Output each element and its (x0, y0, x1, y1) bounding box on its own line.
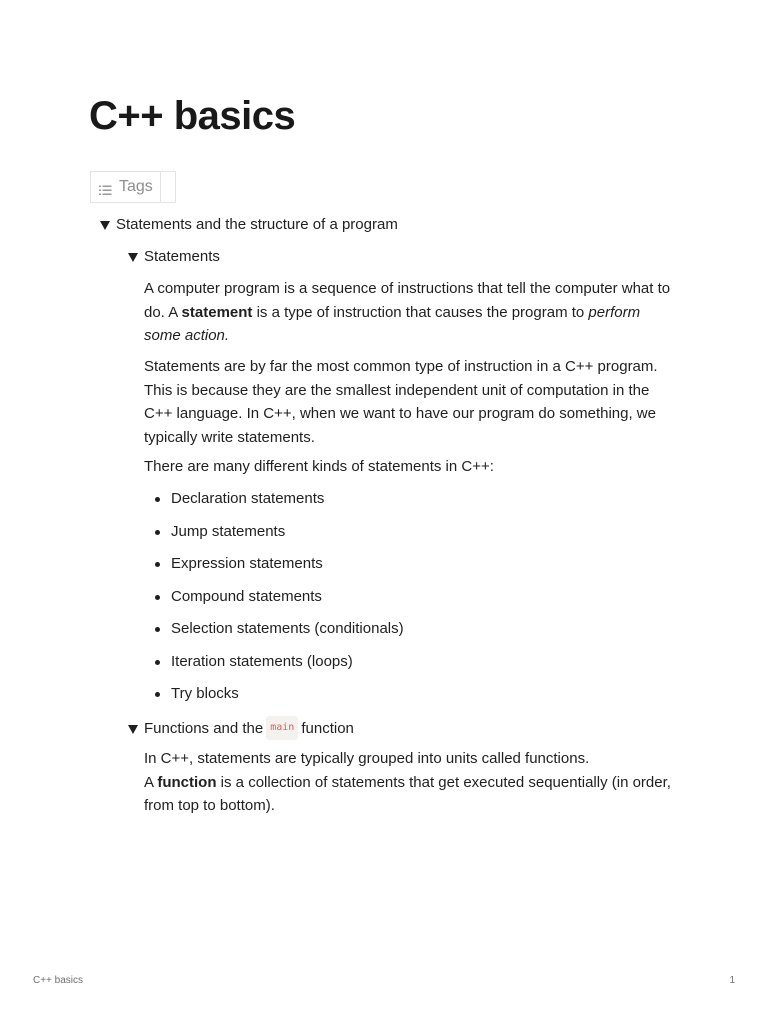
list-item (144, 618, 644, 651)
text-run: is a type of instruction that causes the program to (252, 303, 589, 321)
tags-property-label[interactable] (91, 172, 161, 202)
toggle-statements-label: Statements (144, 248, 220, 265)
bullet-icon (155, 562, 160, 567)
bold-term-function: function (157, 773, 217, 791)
tags-label: Tags (119, 178, 153, 195)
list-item-text: Iteration statements (loops) (171, 652, 353, 670)
text-run: is a collection of statements that get executed sequentially (in order, from top to bottom). (144, 773, 671, 814)
toggle-functions-label-suffix: function (301, 720, 354, 737)
list-item-text: Jump statements (171, 522, 286, 540)
list-item (144, 586, 644, 619)
functions-paragraph-1 (144, 747, 674, 818)
statements-paragraph-3: There are many different kinds of statements in C++: (144, 458, 494, 475)
list-item (144, 553, 644, 586)
bullet-icon (155, 497, 160, 502)
list-item-text: Expression statements (171, 555, 323, 572)
toggle-statements[interactable] (128, 247, 220, 267)
toggle-functions[interactable] (128, 717, 354, 741)
text-run: In C++, statements are typically grouped into units called functions. (144, 750, 590, 767)
page-title: C++ basics (89, 94, 296, 138)
toggle-triangle-icon[interactable] (128, 725, 138, 734)
list-item-text: Compound statements (171, 587, 322, 605)
toggle-structure[interactable] (100, 215, 398, 235)
italic-text: perform some action. (144, 303, 641, 344)
footer-page-title: C++ basics (33, 975, 84, 986)
toggle-structure-label: Statements and the structure of a program (116, 216, 398, 233)
statement-kinds-list (144, 488, 644, 716)
list-item (144, 488, 644, 521)
bullet-icon (155, 692, 160, 697)
inline-code-main: main (266, 716, 298, 740)
list-item (144, 683, 644, 716)
list-item (144, 651, 644, 684)
list-item-text: Selection statements (conditionals) (171, 620, 404, 637)
bold-term-statement: statement (181, 303, 253, 321)
list-item-text: Declaration statements (171, 490, 325, 507)
toggle-triangle-icon[interactable] (128, 253, 138, 262)
bullet-icon (155, 627, 160, 632)
toggle-triangle-icon[interactable] (100, 221, 110, 230)
bullet-icon (155, 660, 160, 665)
statements-paragraph-2: Statements are by far the most common type of instruction in a C++ program. This is because they are the smallest independent unit of computation in the C++ language. In C++, when we want to have our program do something, we typically write statements. (144, 358, 658, 446)
list-icon (99, 183, 112, 194)
tags-value-empty[interactable] (161, 172, 175, 202)
list-item (144, 521, 644, 554)
list-item-text: Try blocks (171, 685, 239, 702)
bullet-icon (155, 595, 160, 600)
text-run: A computer program is a sequence of instructions that tell the computer what to do. A (144, 280, 671, 321)
statements-paragraph-1 (144, 277, 674, 348)
footer-page-number: 1 (729, 975, 735, 986)
text-run: A (144, 773, 158, 791)
tags-property[interactable] (90, 171, 176, 203)
bullet-icon (155, 530, 160, 535)
toggle-functions-label-prefix: Functions and the (144, 720, 264, 737)
